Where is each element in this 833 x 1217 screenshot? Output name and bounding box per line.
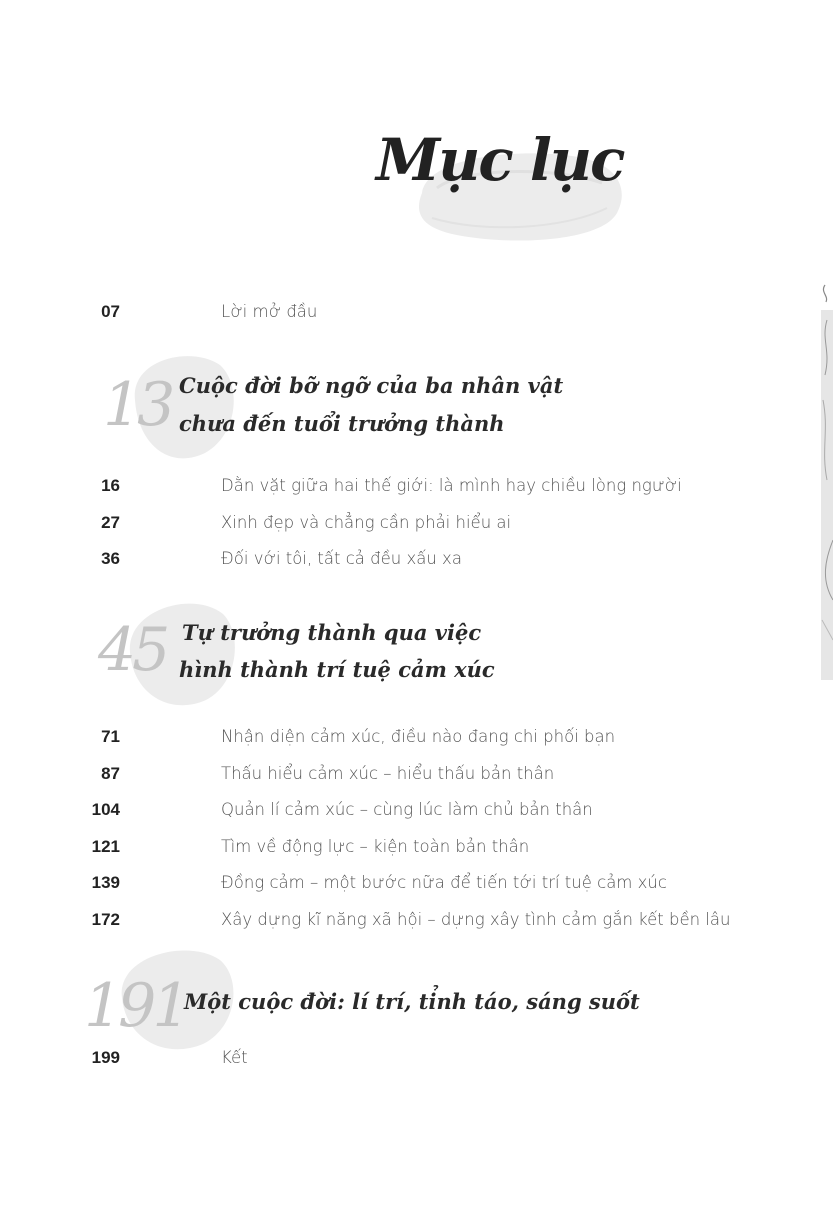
page-title: Mục lục bbox=[376, 126, 624, 194]
entry-title: Quản lí cảm xúc – cùng lúc làm chủ bản thân bbox=[221, 800, 593, 819]
entry-title: Kết bbox=[221, 1048, 248, 1067]
toc-entry[interactable] bbox=[0, 762, 760, 786]
entry-title: Tìm về động lực – kiện toàn bản thân bbox=[221, 837, 530, 856]
chapter-title-line: Tự trưởng thành qua việc bbox=[182, 620, 482, 645]
page-number: 121 bbox=[91, 837, 120, 856]
page-number: 199 bbox=[91, 1048, 120, 1067]
toc-entry[interactable] bbox=[0, 871, 760, 895]
page-number: 104 bbox=[91, 800, 120, 819]
chapter-title-line: hình thành trí tuệ cảm xúc bbox=[179, 657, 495, 682]
page-number: 07 bbox=[101, 302, 120, 321]
chapter-title-line: Cuộc đời bỡ ngỡ của ba nhân vật bbox=[179, 373, 564, 398]
page-number: 139 bbox=[91, 873, 120, 892]
entry-title: Lời mở đầu bbox=[221, 302, 318, 321]
page-number: 36 bbox=[101, 549, 120, 568]
chapter-title-line: Một cuộc đời: lí trí, tỉnh táo, sáng suốt bbox=[184, 989, 640, 1014]
entry-title: Xinh đẹp và chẳng cần phải hiểu ai bbox=[221, 513, 512, 532]
entry-title: Thấu hiểu cảm xúc – hiểu thấu bản thân bbox=[221, 764, 555, 783]
entry-title: Dằn vặt giữa hai thế giới: là mình hay chiều lòng người bbox=[221, 476, 682, 495]
toc-entry[interactable] bbox=[0, 300, 760, 324]
illustration-edge-icon bbox=[817, 280, 833, 680]
chapter-number: 13 bbox=[103, 370, 172, 440]
toc-entry[interactable] bbox=[0, 725, 760, 749]
entry-title: Nhận diện cảm xúc, điều nào đang chi phối bạn bbox=[221, 727, 616, 746]
page-number: 172 bbox=[91, 910, 120, 929]
entry-title: Đồng cảm – một bước nữa để tiến tới trí tuệ cảm xúc bbox=[221, 873, 667, 892]
page-number: 71 bbox=[101, 727, 120, 746]
entry-title: Xây dựng kĩ năng xã hội – dựng xây tình cảm gắn kết bền lâu bbox=[221, 910, 731, 929]
toc-entry[interactable] bbox=[0, 547, 760, 571]
page-number: 27 bbox=[101, 513, 120, 532]
toc-entry[interactable] bbox=[0, 511, 760, 535]
page-number: 87 bbox=[101, 764, 120, 783]
chapter-number: 45 bbox=[98, 615, 167, 685]
toc-entry[interactable] bbox=[0, 908, 760, 932]
toc-entry[interactable] bbox=[0, 798, 760, 822]
entry-title: Đối với tôi, tất cả đều xấu xa bbox=[221, 549, 462, 568]
toc-entry[interactable] bbox=[0, 835, 760, 859]
toc-entry[interactable] bbox=[0, 474, 760, 498]
chapter-number: 191 bbox=[84, 971, 187, 1041]
toc-entry[interactable] bbox=[0, 1046, 760, 1070]
toc-title-block bbox=[370, 120, 630, 250]
chapter-title-line: chưa đến tuổi trưởng thành bbox=[179, 411, 505, 436]
page-number: 16 bbox=[101, 476, 120, 495]
